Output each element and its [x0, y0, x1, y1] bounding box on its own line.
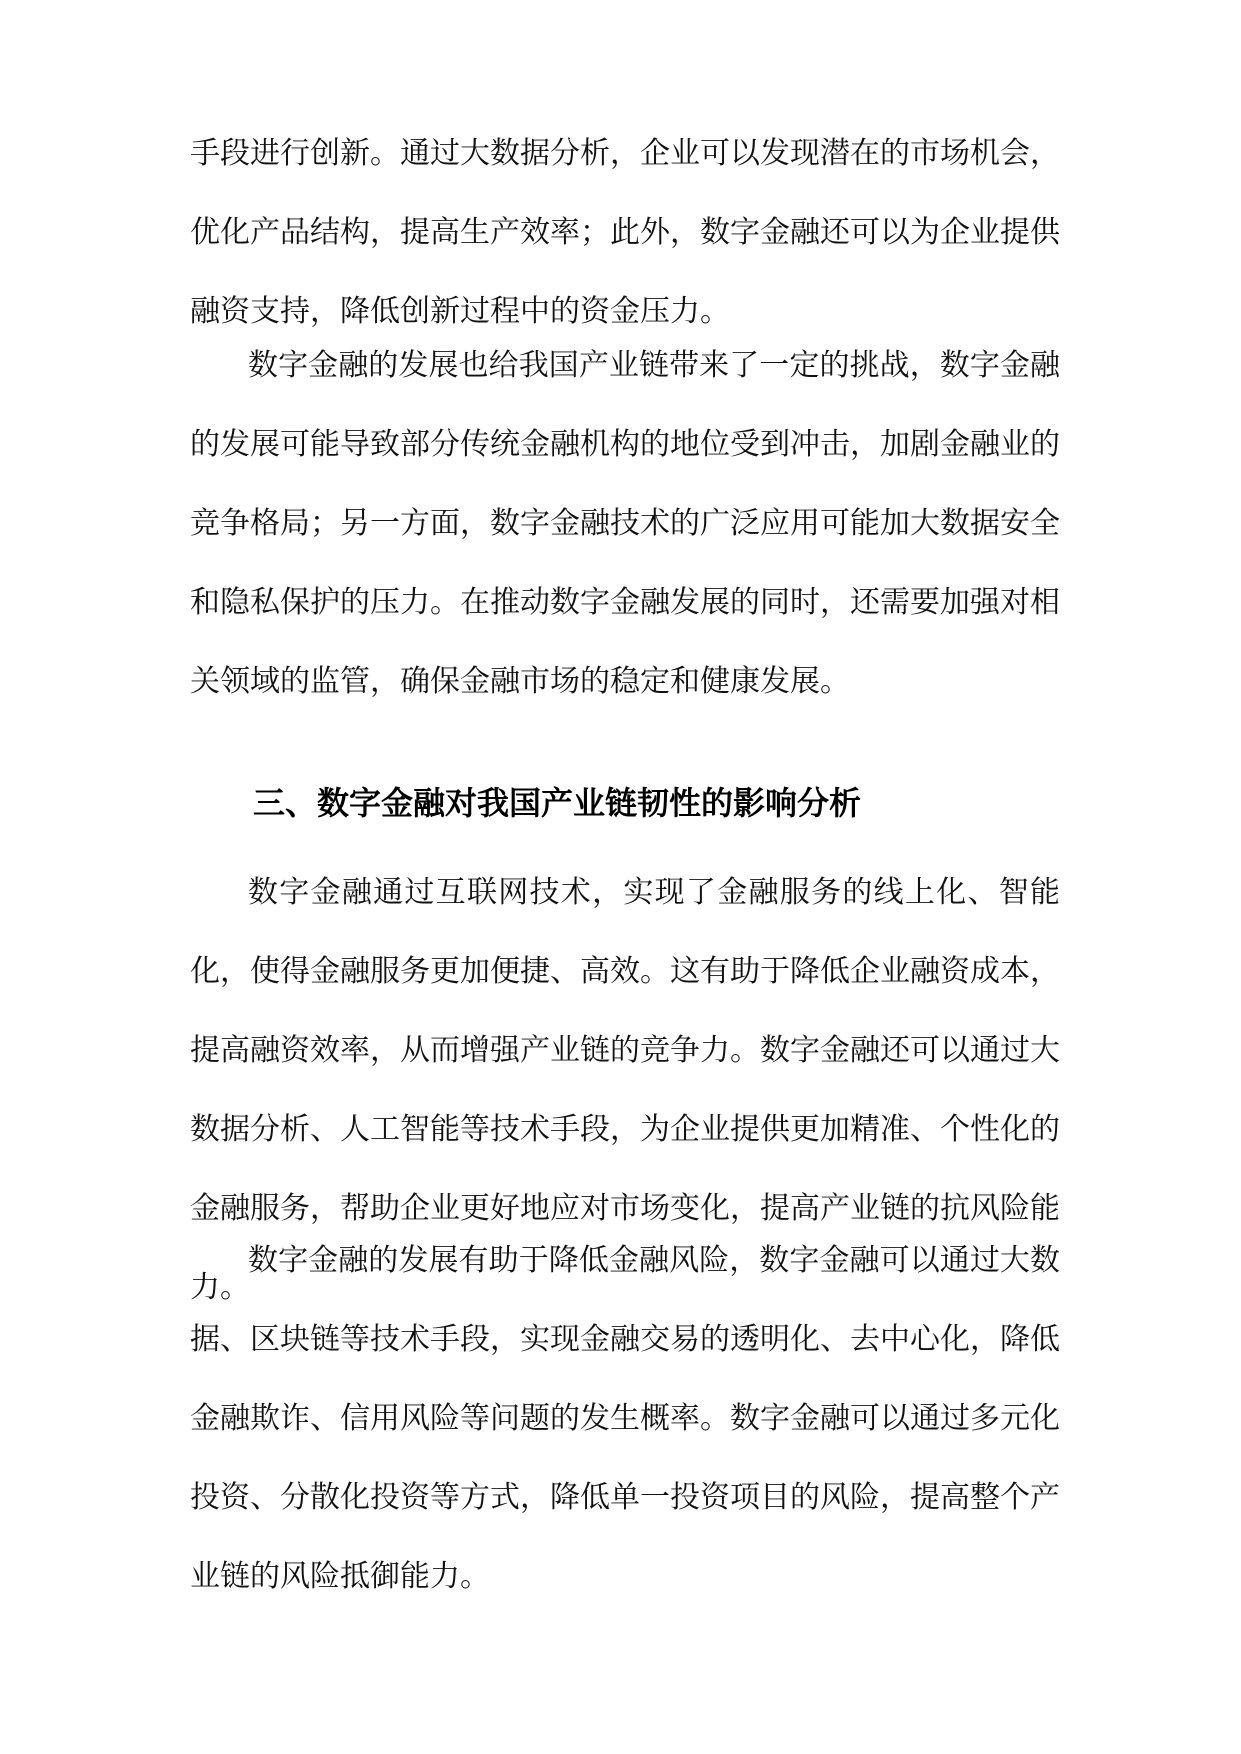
paragraph-innovation-financing: 手段进行创新。通过大数据分析，企业可以发现潜在的市场机会，优化产品结构，提高生产效率；此外，数字金融还可以为企业提供融资支持，降低创新过程中的资金压力。 [190, 136, 1060, 329]
paragraph-efficiency: 数字金融通过互联网技术，实现了金融服务的线上化、智能化，使得金融服务更加便捷、高效。这有助于降低企业融资成本，提高融资效率，从而增强产业链的竞争力。数字金融还可以通过大数据分析、人工智能等技术手段，为企业提供更加精准、个性化的金融服务，帮助企业更好地应对市场变化，提高产业链的抗风险能力。 [190, 875, 1060, 1305]
paragraph-risk-reduction: 数字金融的发展有助于降低金融风险，数字金融可以通过大数据、区块链等技术手段，实现金融交易的透明化、去中心化，降低金融欺诈、信用风险等问题的发生概率。数字金融可以通过多元化投资、分散化投资等方式，降低单一投资项目的风险，提高整个产业链的风险抵御能力。 [190, 1243, 1060, 1594]
paragraph-challenges: 数字金融的发展也给我国产业链带来了一定的挑战，数字金融的发展可能导致部分传统金融机构的地位受到冲击，加剧金融业的竞争格局；另一方面，数字金融技术的广泛应用可能加大数据安全和隐私保护的压力。在推动数字金融发展的同时，还需要加强对相关领域的监管，确保金融市场的稳定和健康发展。 [190, 348, 1060, 699]
section-heading: 三、数字金融对我国产业链韧性的影响分析 [253, 784, 862, 822]
